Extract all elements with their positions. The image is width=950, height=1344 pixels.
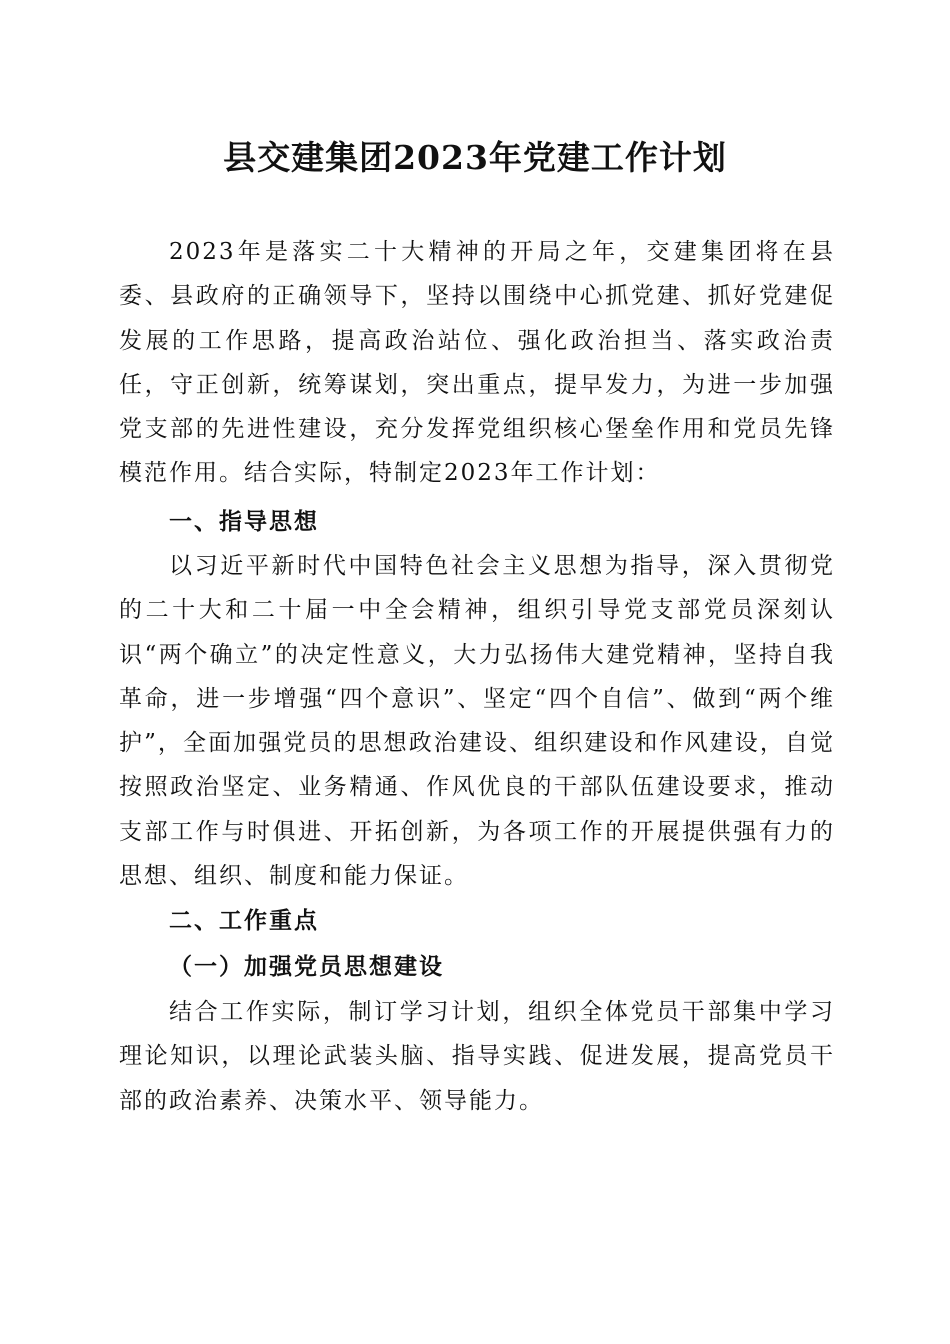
ideological-building-paragraph: 结合工作实际，制订学习计划，组织全体党员干部集中学习理论知识，以理论武装头脑、指导实践、促进发展，提高党员干部的政治素养、决策水平、领导能力。 <box>119 999 835 1114</box>
intro-paragraph: 2023年是落实二十大精神的开局之年，交建集团将在县委、县政府的正确领导下，坚持以围绕中心抓党建、抓好党建促发展的工作思路，提高政治站位、强化政治担当、落实政治责任，守正创新，统筹谋划，突出重点，提早发力，为进一步加强党支部的先进性建设，充分发挥党组织核心堡垒作用和党员先锋模范作用。结合实际，特制定2023年工作计划： <box>119 239 835 487</box>
section-heading-guiding-thought: 一、指导思想 <box>169 509 319 535</box>
document-title: 县交建集团2023年党建工作计划 <box>223 138 727 177</box>
guiding-thought-paragraph: 以习近平新时代中国特色社会主义思想为指导，深入贯彻党的二十大和二十届一中全会精神，组织引导党支部党员深刻认识“两个确立”的决定性意义，大力弘扬伟大建党精神，坚持自我革命，进一步增强“四个意识”、坚定“四个自信”、做到“两个维护”，全面加强党员的思想政治建设、组织建设和作风建设，自觉按照政治坚定、业务精通、作风优良的干部队伍建设要求，推动支部工作与时俱进、开拓创新，为各项工作的开展提供强有力的思想、组织、制度和能力保证。 <box>119 553 835 890</box>
subsection-heading-ideological-building: （一）加强党员思想建设 <box>169 953 444 980</box>
section-heading-work-focus: 二、工作重点 <box>169 908 319 934</box>
